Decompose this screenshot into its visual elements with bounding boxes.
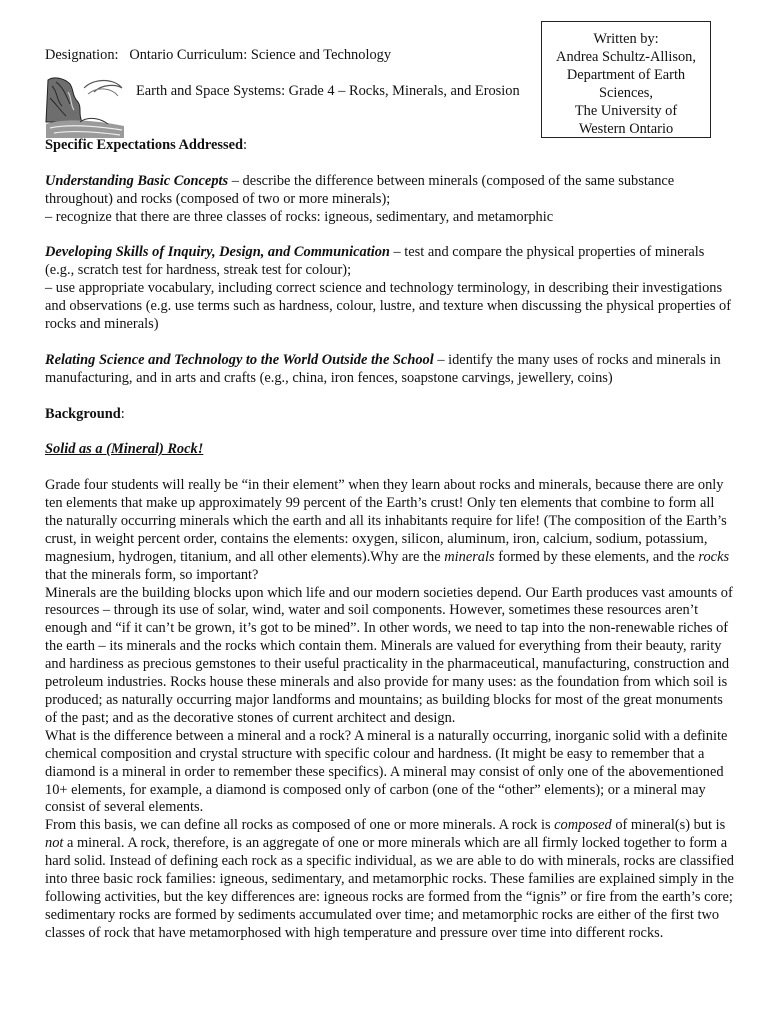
expectation-understanding: Understanding Basic Concepts – describe the difference between minerals (composed of the same substance throughout) and rocks (composed of two or more minerals); [45,172,675,207]
background-paragraph-4: From this basis, we can define all rocks as composed of one or more minerals. A rock is composed of mineral(s) but is not a mineral. A rock, therefore, is an aggregate of one or more minerals which are all firmly locked together to form a hard solid. Instead of defining each rock as a specific individual, as we are able to do with minerals, rocks are classified into three basic rock families: igneous, sedimentary, and metamorphic rocks. These families are explained simply in the following activities, but the key differences are: igneous rocks are formed from the “ignis” or fire from the earth’s core; sedimentary rocks are formed by sediments accumulated over time; and metamorphic rocks are either of the first two classes of rock that have metamorphosed with high temperature and pressure over time into different rocks. [45,817,734,941]
author-box [541,21,711,138]
designation-label: Designation: [45,47,119,63]
designation-value: Ontario Curriculum: Science and Technology [129,47,392,63]
designation-line [45,47,391,65]
author-line: The University of [574,103,678,119]
background-paragraph-3: What is the difference between a mineral and a rock? A mineral is a naturally occurring, inorganic solid with a definite chemical composition and crystal structure with specific colour and hardness. (It might be easy to remember that a diamond is a mineral in order to remember these specifics). A mineral may consist of only one of the abovementioned 10+ elements, for example, a diamond is composed only of carbon (one of the “other” elements); or a mineral may consist of several elements. [45,727,728,816]
background-paragraph-2: Minerals are the building blocks upon which life and our modern societies depend. Our Earth produces vast amounts of resources – through its use of solar, wind, water and soil components. However, sometimes these resources aren’t enough and “if it can’t be grown, it’s got to be mined”. In other words, we need to tap into the non-renewable riches of the earth – its minerals and the rocks which contain them. Minerals are valued for everything from their beauty, rarity and hardiness as precious gemstones to their useful practicality in the pharmaceutical, manufacturing, construction and petroleum industries. Rocks house these minerals and also provide for many uses: as the foundation from which soil is produced; as naturally occurring major landforms and mountains; as building blocks for most of the great monuments of the past; and as the decorative stones of current architect and design. [45,584,733,726]
expectation-understanding-2: – recognize that there are three classes of rocks: igneous, sedimentary, and metamorphic [45,208,554,225]
author-line: Andrea Schultz-Allison, [556,49,696,65]
expectation-title: Understanding Basic Concepts [45,172,229,189]
document-body [45,137,735,943]
expectations-heading: Specific Expectations Addressed: [45,137,248,153]
expectation-title: Developing Skills of Inquiry, Design, and Communication [45,244,390,261]
author-line: Sciences, [599,85,653,101]
background-paragraph-1: Grade four students will really be “in their element” when they learn about rocks and minerals, because there are only ten elements that make up approximately 99 percent of the Earth’s crust! Only ten elements that combine to form all the naturally occurring minerals which the earth and all its inhabitants require for life! (The composition of the Earth’s crust, in weight percent order, contains the elements: oxygen, silicon, aluminum, iron, calcium, sodium, potassium, magnesium, hydrogen, titanium, and all other elements).Why are the minerals formed by these elements, and the rocks that the minerals form, so important? [45,477,730,583]
author-line: Department of Earth [566,67,686,83]
author-line: Western Ontario [578,121,674,137]
expectation-title: Relating Science and Technology to the World Outside the School [45,351,434,368]
strand-line: Earth and Space Systems: Grade 4 – Rocks, Minerals, and Erosion [136,83,520,99]
rock-cliff-logo [44,74,126,138]
author-line: Written by: [593,31,659,47]
expectation-skills-2: – use appropriate vocabulary, including correct science and technology terminology, in describing their investigations and observations (e.g. use terms such as hardness, colour, lustre, and texture when discussing the physical properties of rocks and minerals) [45,280,732,333]
background-heading: Background: [45,405,125,422]
background-subheading: Solid as a (Mineral) Rock! [45,441,204,458]
expectation-skills: Developing Skills of Inquiry, Design, and Communication – test and compare the physical properties of minerals (e.g., scratch test for hardness, streak test for colour); [45,244,705,279]
expectation-relating: Relating Science and Technology to the World Outside the School – identify the many uses of rocks and minerals in manufacturing, and in arts and crafts (e.g., china, iron fences, soapstone carvings, jewellery, coins) [45,351,721,386]
